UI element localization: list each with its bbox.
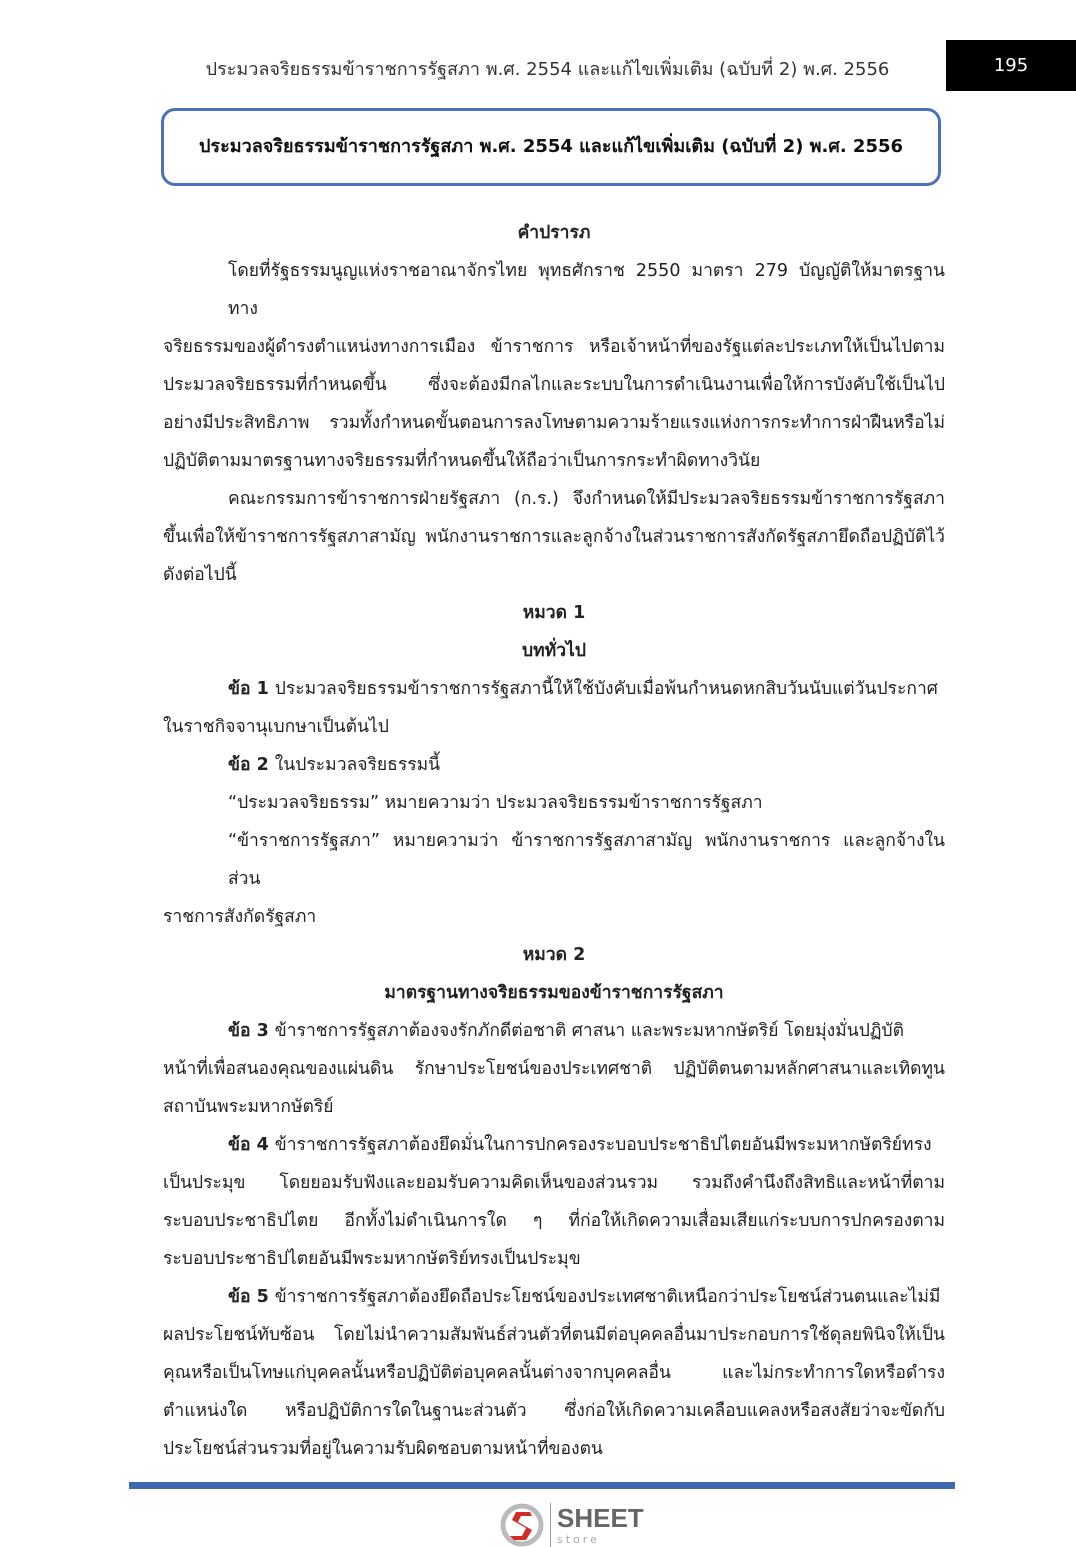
line-text: บททั่วไป [522, 641, 586, 661]
section-heading [163, 214, 945, 252]
logo-text: SHEET [557, 1503, 644, 1533]
paragraph-line [163, 1316, 945, 1354]
line-text: ประโยชน์ส่วนรวมที่อยู่ในความรับผิดชอบตามหน้าที่ของตน [163, 1439, 603, 1459]
clause-number: ข้อ 3 [228, 1021, 269, 1041]
line-text: เป็นประมุข โดยยอมรับฟังและยอมรับความคิดเห็นของส่วนรวม รวมถึงคำนึงถึงสิทธิและหน้าที่ตาม [163, 1173, 945, 1193]
line-text: มาตรฐานทางจริยธรรมของข้าราชการรัฐสภา [384, 983, 724, 1003]
footer-divider [129, 1482, 955, 1489]
line-text: ประมวลจริยธรรมข้าราชการรัฐสภานี้ให้ใช้บังคับเมื่อพ้นกำหนดหกสิบวันนับแต่วันประกาศ [274, 679, 938, 699]
running-title: ประมวลจริยธรรมข้าราชการรัฐสภา พ.ศ. 2554 และแก้ไขเพิ่มเติม (ฉบับที่ 2) พ.ศ. 2556 [205, 59, 890, 80]
line-text: คณะกรรมการข้าราชการฝ่ายรัฐสภา (ก.ร.) จึงกำหนดให้มีประมวลจริยธรรมข้าราชการรัฐสภา [228, 489, 945, 509]
section-heading [163, 936, 945, 974]
line-text: ขึ้นเพื่อให้ข้าราชการรัฐสภาสามัญ พนักงานราชการและลูกจ้างในส่วนราชการสังกัดรัฐสภายึดถือปฏิบัติไว้ [163, 527, 945, 547]
paragraph-line [163, 518, 945, 556]
line-text: ตำแหน่งใด หรือปฏิบัติการใดในฐานะส่วนตัว ซึ่งก่อให้เกิดความเคลือบแคลงหรือสงสัยว่าจะขัดกับ [163, 1401, 945, 1421]
paragraph-line [163, 746, 945, 784]
paragraph-line [163, 252, 945, 328]
line-text: ในประมวลจริยธรรมนี้ [274, 755, 441, 775]
paragraph-line [163, 1012, 945, 1050]
paragraph-line [163, 328, 945, 366]
line-text: ปฏิบัติตามมาตรฐานทางจริยธรรมที่กำหนดขึ้นให้ถือว่าเป็นการกระทำผิดทางวินัย [163, 451, 761, 471]
logo-subtext: store [557, 1533, 600, 1546]
paragraph-line [163, 1354, 945, 1392]
line-text: ราชการสังกัดรัฐสภา [163, 907, 317, 927]
line-text: สถาบันพระมหากษัตริย์ [163, 1097, 334, 1117]
line-text: อย่างมีประสิทธิภาพ รวมทั้งกำหนดขั้นตอนการลงโทษตามความร้ายแรงแห่งการกระทำการฝ่าฝืนหรือไม่ [163, 413, 945, 433]
document-title: ประมวลจริยธรรมข้าราชการรัฐสภา พ.ศ. 2554 และแก้ไขเพิ่มเติม (ฉบับที่ 2) พ.ศ. 2556 [161, 108, 941, 186]
paragraph-line [163, 1278, 945, 1316]
section-heading [163, 594, 945, 632]
line-text: คำปรารภ [517, 223, 591, 243]
paragraph-line [163, 898, 945, 936]
line-text: หน้าที่เพื่อสนองคุณของแผ่นดิน รักษาประโยชน์ของประเทศชาติ ปฏิบัติตนตามหลักศาสนาและเทิดทูน [163, 1059, 945, 1079]
paragraph-line [163, 366, 945, 404]
line-text: จริยธรรมของผู้ดำรงตำแหน่งทางการเมือง ข้าราชการ หรือเจ้าหน้าที่ของรัฐแต่ละประเภทให้เป็นไปตาม [163, 337, 945, 357]
section-heading [163, 632, 945, 670]
sheet-store-logo [500, 1503, 955, 1547]
line-text: ระบอบประชาธิปไตยอันมีพระมหากษัตริย์ทรงเป็นประมุข [163, 1249, 581, 1269]
line-text: ดังต่อไปนี้ [163, 565, 237, 585]
page-number: 195 [946, 40, 1076, 91]
page-content [129, 214, 955, 1547]
paragraph-line [163, 1164, 945, 1202]
line-text: “ประมวลจริยธรรม” หมายความว่า ประมวลจริยธรรมข้าราชการรัฐสภา [228, 793, 763, 813]
clause-number: ข้อ 1 [228, 679, 269, 699]
line-text: ในราชกิจจานุเบกษาเป็นต้นไป [163, 717, 389, 737]
line-text: “ข้าราชการรัฐสภา” หมายความว่า ข้าราชการรัฐสภาสามัญ พนักงานราชการ และลูกจ้างในส่วน [228, 831, 945, 889]
paragraph-line [163, 404, 945, 442]
paragraph-line [163, 1050, 945, 1088]
line-text: ข้าราชการรัฐสภาต้องยึดมั่นในการปกครองระบอบประชาธิปไตยอันมีพระมหากษัตริย์ทรง [274, 1135, 932, 1155]
paragraph-line [163, 1430, 945, 1468]
paragraph-line [163, 480, 945, 518]
paragraph-line [163, 556, 945, 594]
line-text: ข้าราชการรัฐสภาต้องจงรักภักดีต่อชาติ ศาสนา และพระมหากษัตริย์ โดยมุ่งมั่นปฏิบัติ [274, 1021, 905, 1041]
paragraph-line [163, 708, 945, 746]
section-heading [163, 974, 945, 1012]
line-text: หมวด 2 [522, 945, 586, 965]
line-text: ผลประโยชน์ทับซ้อน โดยไม่นำความสัมพันธ์ส่วนตัวที่ตนมีต่อบุคคลอื่นมาประกอบการใช้ดุลยพินิจให้เป็น [163, 1325, 945, 1345]
clause-number: ข้อ 4 [228, 1135, 269, 1155]
line-text: ระบอบประชาธิปไตย อีกทั้งไม่ดำเนินการใด ๆ ที่ก่อให้เกิดความเสื่อมเสียแก่ระบบการปกครองตาม [163, 1211, 945, 1231]
paragraph-line [163, 822, 945, 898]
document-body [163, 214, 945, 1468]
line-text: คุณหรือเป็นโทษแก่บุคคลนั้นหรือปฏิบัติต่อบุคคลนั้นต่างจากบุคคลอื่น และไม่กระทำการใดหรือดำรง [163, 1363, 945, 1383]
paragraph-line [163, 1392, 945, 1430]
line-text: ประมวลจริยธรรมที่กำหนดขึ้น ซึ่งจะต้องมีกลไกและระบบในการดำเนินงานเพื่อให้การบังคับใช้เป็นไป [163, 375, 945, 395]
line-text: หมวด 1 [522, 603, 586, 623]
line-text: โดยที่รัฐธรรมนูญแห่งราชอาณาจักรไทย พุทธศักราช 2550 มาตรา 279 บัญญัติให้มาตรฐานทาง [228, 261, 945, 319]
line-text: ข้าราชการรัฐสภาต้องยึดถือประโยชน์ของประเทศชาติเหนือกว่าประโยชน์ส่วนตนและไม่มี [274, 1287, 941, 1307]
logo-s-icon [500, 1503, 544, 1547]
paragraph-line [163, 1240, 945, 1278]
clause-number: ข้อ 2 [228, 755, 269, 775]
paragraph-line [163, 784, 945, 822]
paragraph-line [163, 1126, 945, 1164]
paragraph-line [163, 670, 945, 708]
clause-number: ข้อ 5 [228, 1287, 269, 1307]
paragraph-line [163, 442, 945, 480]
paragraph-line [163, 1088, 945, 1126]
paragraph-line [163, 1202, 945, 1240]
